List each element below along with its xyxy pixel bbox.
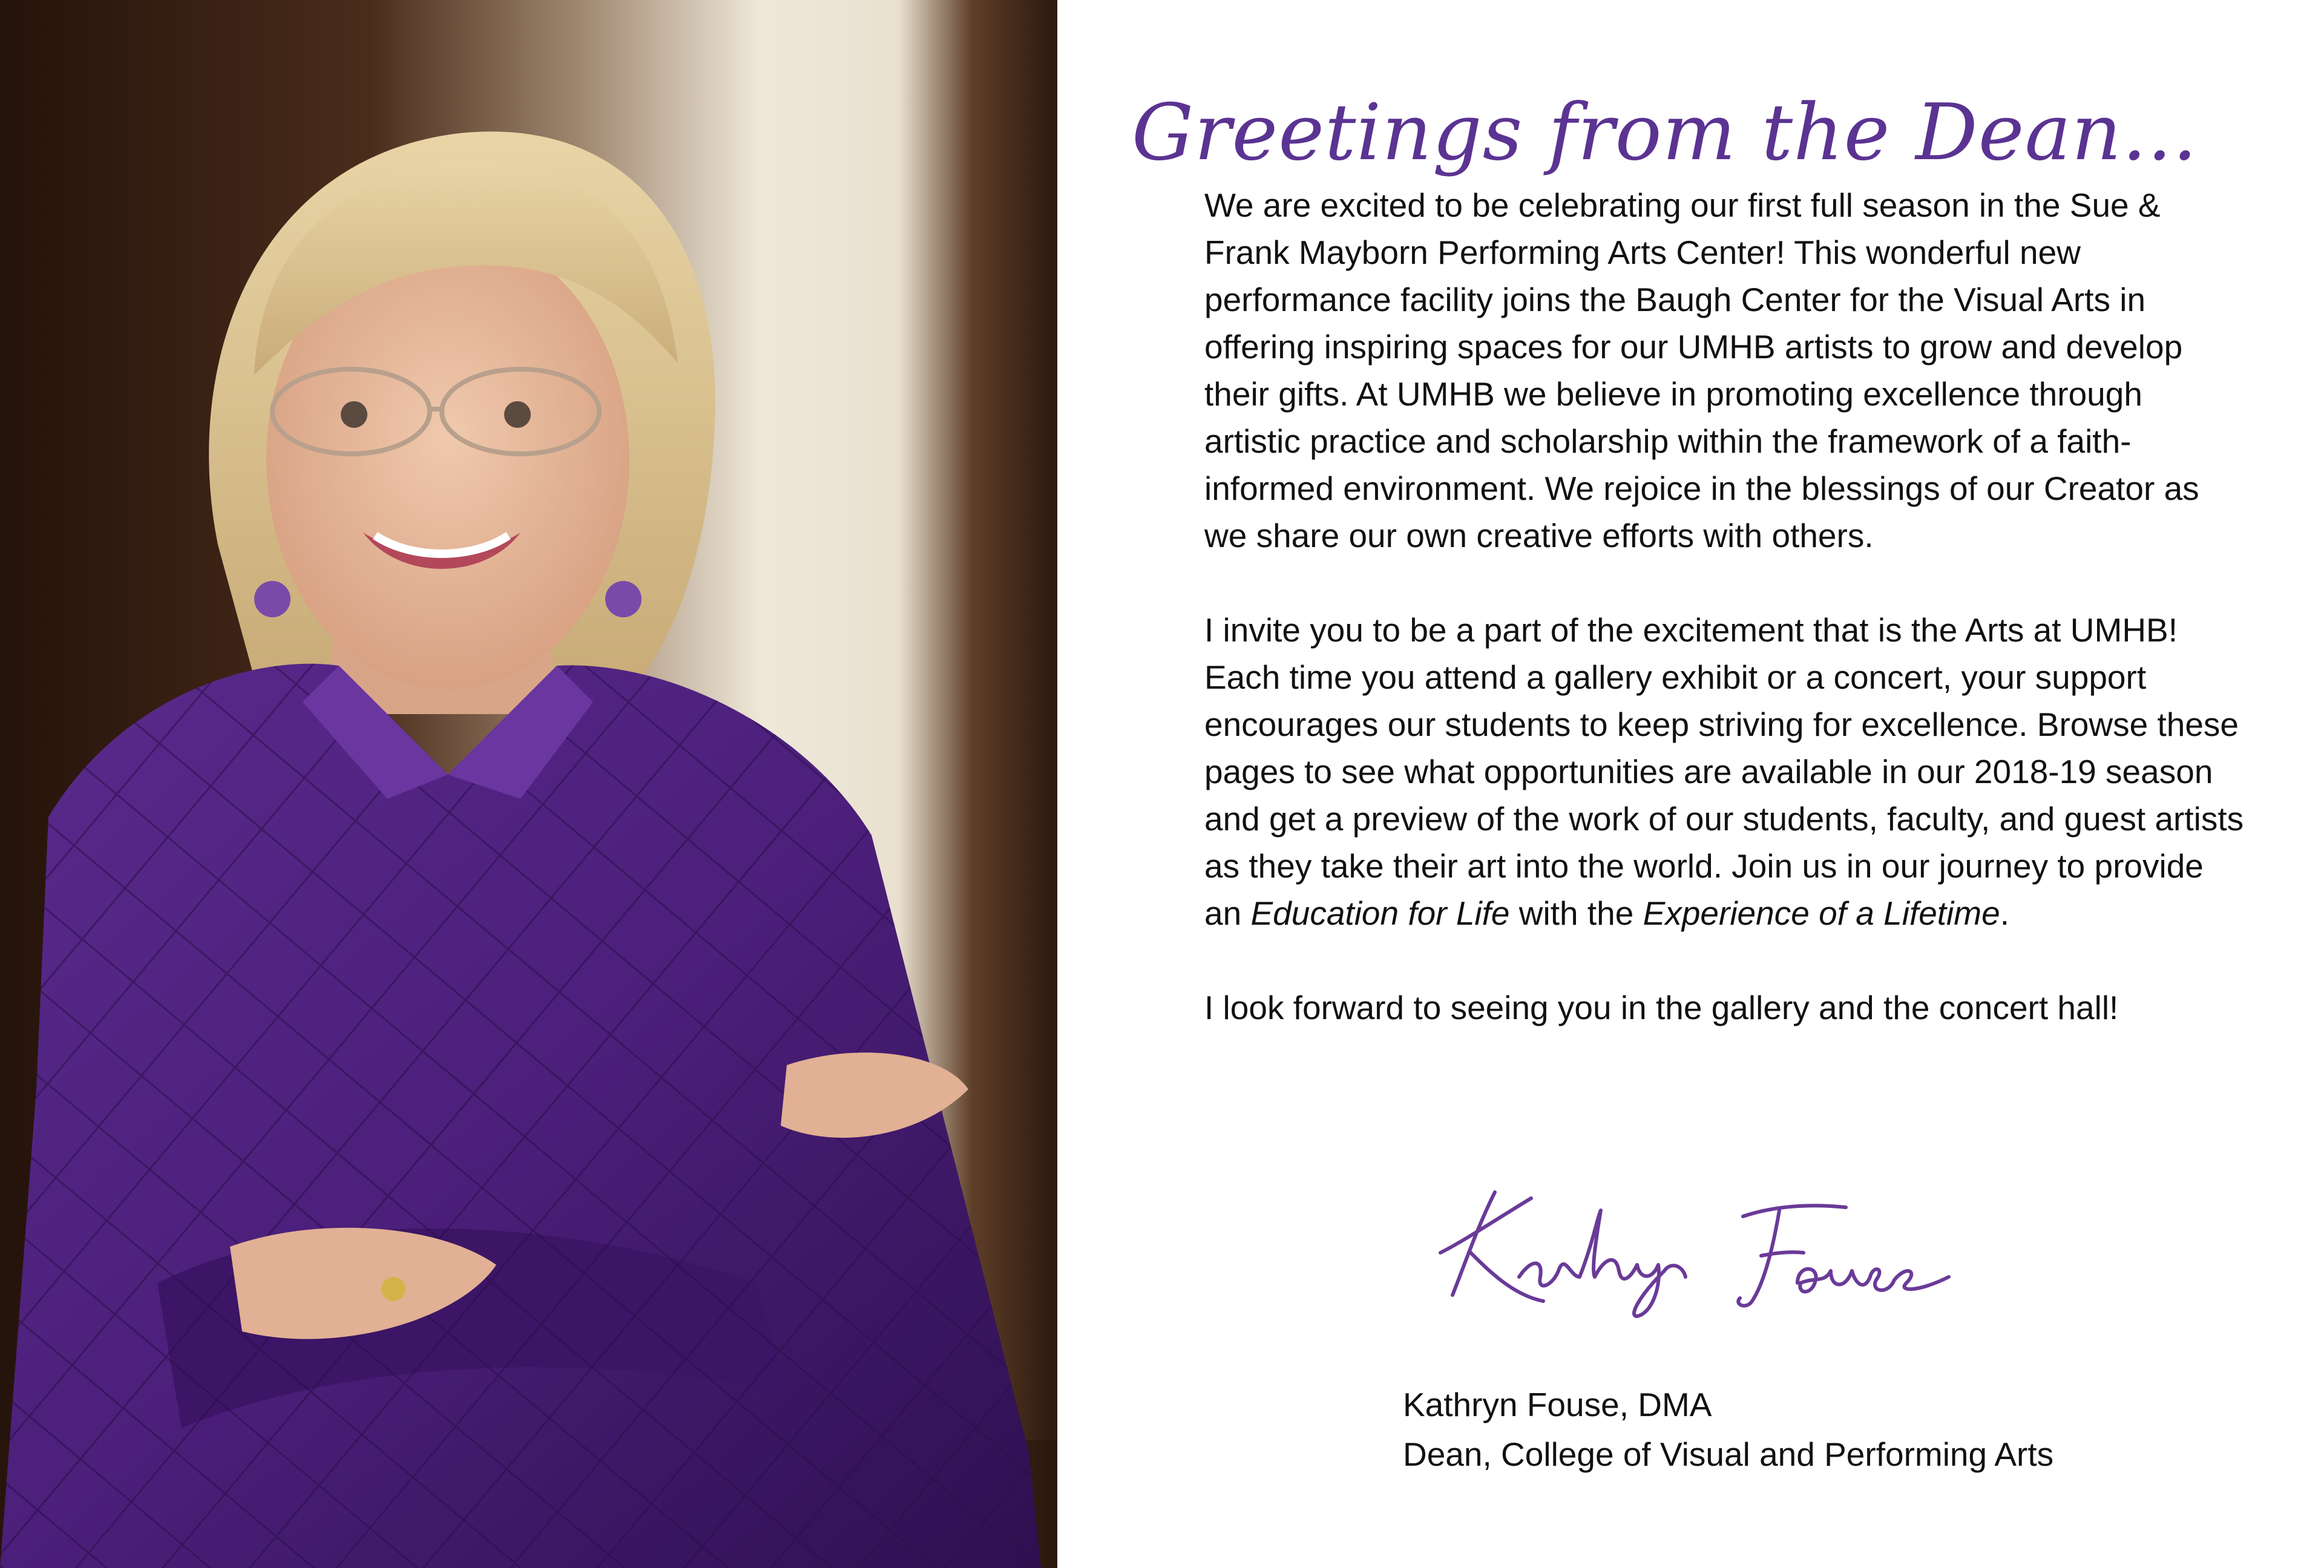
signer-name: Kathryn Fouse, DMA xyxy=(1403,1386,1712,1423)
signature-strokes xyxy=(1428,1180,1961,1319)
letter-paragraph-3: I look forward to seeing you in the gallery and the concert hall! xyxy=(1204,989,2119,1026)
greeting-heading: Greetings from the Dean... xyxy=(1132,88,2198,178)
signer-block xyxy=(1403,1380,2053,1479)
portrait-illustration xyxy=(0,0,1057,1568)
education-for-life-italic: Education for Life xyxy=(1250,894,1510,932)
paragraph-2-text-cont: with the xyxy=(1509,894,1643,932)
letter-paragraph-1: We are excited to be celebrating our first full season in the Sue & Frank Mayborn Performing Arts Center! This wonderful new performance facility joins the Baugh Center for the Visual Arts in offering inspiring spaces for our UMHB artists to grow and develop their gifts. At UMHB we believe in promoting excellence through artistic practice and scholarship within the framework of a faith-informed environment. We rejoice in the blessings of our Creator as we share our own creative efforts with others. xyxy=(1204,186,2199,554)
letter-body xyxy=(1204,182,2245,1031)
paragraph-2-end: . xyxy=(2000,894,2009,932)
handwritten-signature xyxy=(1428,1180,1961,1319)
paragraph-2-text: I invite you to be a part of the excitement that is the Arts at UMHB! Each time you attend a gallery exhibit or a concert, your support encourages our students to keep striving for excellence. Browse these pages to see what opportunities are available in our 2018-19 season and get a preview of the work of our students, faculty, and guest artists as they take their art into the world. Join us in our journey to provide an xyxy=(1204,611,2244,932)
experience-of-a-lifetime-italic: Experience of a Lifetime xyxy=(1643,894,2000,932)
dean-portrait-photo xyxy=(0,0,1057,1568)
signer-title: Dean, College of Visual and Performing Arts xyxy=(1403,1435,2054,1473)
letter-paragraph-2 xyxy=(1204,606,2245,937)
